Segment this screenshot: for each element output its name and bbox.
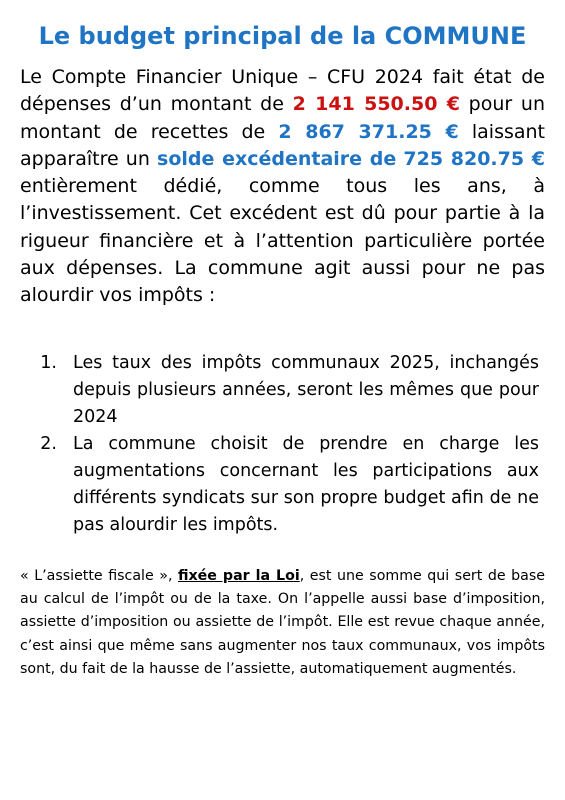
list-item <box>20 431 545 539</box>
intro-text-2: pour un montant de recettes de <box>20 93 546 143</box>
note-text-2: , est une somme qui sert de base au calcul de l’impôt ou de la taxe. On l’appelle aussi base d’imposition, assiette d’imposition ou assiette de l’impôt. Elle est revue chaque année, c’est ainsi que même sans augmenter nos taux communaux, vos impôts sont, du fait de la hausse de l’assiette, automatiquement augmentés. <box>20 567 545 677</box>
tax-base-note <box>20 565 545 681</box>
revenues-amount: 2 867 371.25 € <box>278 120 459 143</box>
intro-text-4: entièrement dédié, comme tous les ans, à l’investissement. Cet excédent est dû pour partie à la rigueur financière et à l’attention particulière portée aux dépenses. La commune agit aussi pour ne pas alourdir vos impôts : <box>20 175 545 307</box>
list-item-number: 2. <box>40 433 57 454</box>
intro-text-1: Le Compte Financier Unique – CFU 2024 fait état de dépenses d’un montant de <box>20 66 545 116</box>
list-item-text: Les taux des impôts communaux 2025, inchangés depuis plusieurs années, seront les mêmes que pour 2024 <box>73 352 539 427</box>
surplus-amount: 725 820.75 € <box>403 147 545 170</box>
measures-list <box>20 350 545 539</box>
intro-paragraph <box>20 64 545 310</box>
note-text-1: « L’assiette fiscale », <box>20 567 179 584</box>
list-item-number: 1. <box>40 352 57 373</box>
expenses-amount: 2 141 550.50 € <box>292 93 460 116</box>
intro-text-3: laissant apparaître un <box>20 120 546 170</box>
law-emphasis: fixée par la Loi <box>178 567 300 584</box>
list-item-text: La commune choisit de prendre en charge les augmentations concernant les participations aux différents syndicats sur son propre budget afin de ne pas alourdir les impôts. <box>73 433 539 535</box>
surplus-label: solde excédentaire de <box>157 147 397 170</box>
page-title: Le budget principal de la COMMUNE <box>38 22 527 50</box>
list-item <box>20 350 545 431</box>
